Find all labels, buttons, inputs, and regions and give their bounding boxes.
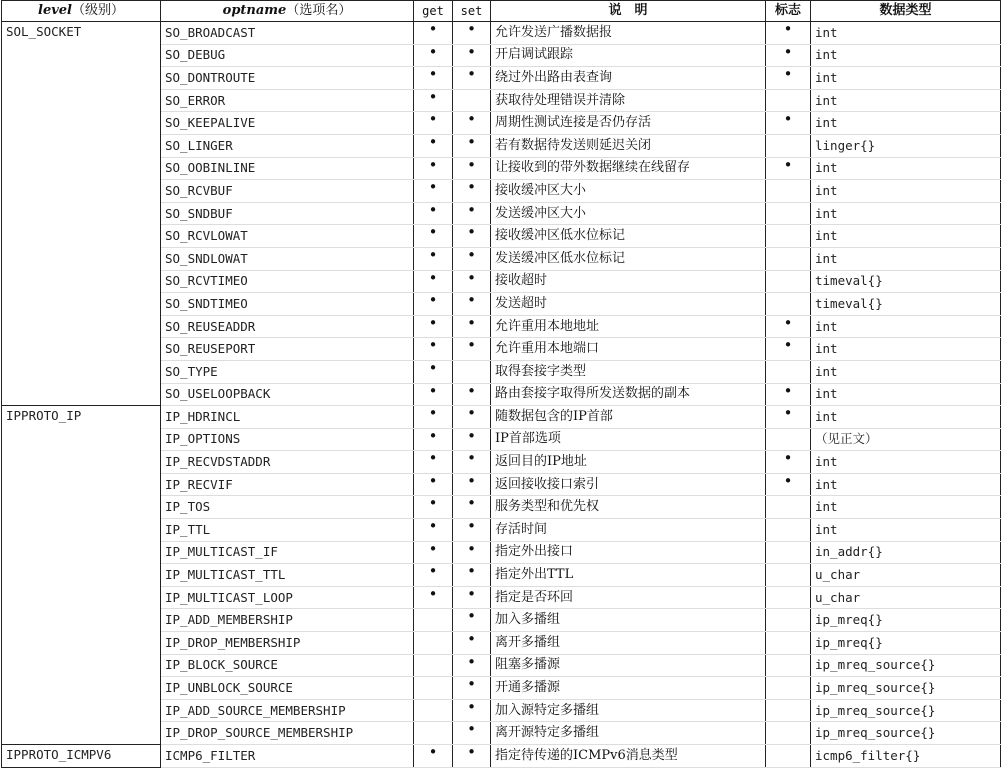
- set-mark-cell: •: [453, 496, 491, 519]
- flag-mark-cell: [766, 745, 811, 768]
- flag-mark-cell: •: [766, 315, 811, 338]
- set-mark-cell: •: [453, 632, 491, 655]
- data-type-cell: int: [811, 315, 1001, 338]
- optname-cell: IP_MULTICAST_IF: [161, 541, 414, 564]
- set-mark-cell: •: [453, 677, 491, 700]
- description-cell: 返回接收接口索引: [491, 473, 766, 496]
- data-type-cell: ip_mreq_source{}: [811, 722, 1001, 745]
- get-mark-cell: •: [414, 89, 453, 112]
- get-mark-cell: [414, 632, 453, 655]
- description-cell: 服务类型和优先权: [491, 496, 766, 519]
- set-mark-cell: •: [453, 519, 491, 542]
- flag-mark-cell: [766, 247, 811, 270]
- get-mark-cell: •: [414, 338, 453, 361]
- optname-cell: IP_MULTICAST_TTL: [161, 564, 414, 587]
- optname-cell: IP_UNBLOCK_SOURCE: [161, 677, 414, 700]
- description-cell: 接收超时: [491, 270, 766, 293]
- set-mark-cell: •: [453, 699, 491, 722]
- get-mark-cell: •: [414, 564, 453, 587]
- set-mark-cell: •: [453, 609, 491, 632]
- set-mark-cell: •: [453, 247, 491, 270]
- get-mark-cell: •: [414, 247, 453, 270]
- data-type-cell: int: [811, 451, 1001, 474]
- data-type-cell: int: [811, 67, 1001, 90]
- data-type-cell: int: [811, 22, 1001, 45]
- data-type-cell: ip_mreq_source{}: [811, 654, 1001, 677]
- set-mark-cell: [453, 360, 491, 383]
- set-mark-cell: •: [453, 541, 491, 564]
- description-cell: 加入多播组: [491, 609, 766, 632]
- get-mark-cell: [414, 609, 453, 632]
- optname-cell: SO_OOBINLINE: [161, 157, 414, 180]
- optname-cell: SO_SNDTIMEO: [161, 293, 414, 316]
- description-cell: 开启调试跟踪: [491, 44, 766, 67]
- optname-cell: IP_OPTIONS: [161, 428, 414, 451]
- data-type-cell: int: [811, 225, 1001, 248]
- description-cell: 加入源特定多播组: [491, 699, 766, 722]
- description-cell: 绕过外出路由表查询: [491, 67, 766, 90]
- get-mark-cell: •: [414, 225, 453, 248]
- get-mark-cell: •: [414, 202, 453, 225]
- flag-mark-cell: [766, 609, 811, 632]
- set-mark-cell: •: [453, 22, 491, 45]
- data-type-cell: int: [811, 112, 1001, 135]
- get-mark-cell: •: [414, 67, 453, 90]
- flag-mark-cell: [766, 722, 811, 745]
- header-set: set: [453, 1, 491, 22]
- data-type-cell: ip_mreq_source{}: [811, 699, 1001, 722]
- description-cell: 阻塞多播源: [491, 654, 766, 677]
- optname-cell: SO_RCVBUF: [161, 180, 414, 203]
- flag-mark-cell: [766, 677, 811, 700]
- get-mark-cell: •: [414, 383, 453, 406]
- optname-cell: IP_DROP_SOURCE_MEMBERSHIP: [161, 722, 414, 745]
- header-row: [2, 1, 1001, 22]
- flag-mark-cell: •: [766, 157, 811, 180]
- optname-cell: SO_RCVLOWAT: [161, 225, 414, 248]
- data-type-cell: u_char: [811, 586, 1001, 609]
- get-mark-cell: •: [414, 44, 453, 67]
- get-mark-cell: •: [414, 360, 453, 383]
- flag-mark-cell: •: [766, 112, 811, 135]
- get-mark-cell: •: [414, 519, 453, 542]
- set-mark-cell: •: [453, 564, 491, 587]
- flag-mark-cell: •: [766, 44, 811, 67]
- optname-cell: SO_TYPE: [161, 360, 414, 383]
- flag-mark-cell: •: [766, 67, 811, 90]
- optname-cell: SO_RCVTIMEO: [161, 270, 414, 293]
- flag-mark-cell: [766, 270, 811, 293]
- flag-mark-cell: [766, 134, 811, 157]
- flag-mark-cell: [766, 632, 811, 655]
- set-mark-cell: •: [453, 180, 491, 203]
- optname-cell: ICMP6_FILTER: [161, 745, 414, 768]
- description-cell: 离开多播组: [491, 632, 766, 655]
- optname-cell: IP_ADD_MEMBERSHIP: [161, 609, 414, 632]
- set-mark-cell: •: [453, 654, 491, 677]
- set-mark-cell: •: [453, 338, 491, 361]
- description-cell: 指定待传递的ICMPv6消息类型: [491, 745, 766, 768]
- get-mark-cell: •: [414, 473, 453, 496]
- data-type-cell: linger{}: [811, 134, 1001, 157]
- data-type-cell: int: [811, 247, 1001, 270]
- flag-mark-cell: [766, 202, 811, 225]
- table-body: [2, 22, 1001, 768]
- optname-cell: IP_TOS: [161, 496, 414, 519]
- level-cell: IPPROTO_ICMPV6: [2, 745, 161, 768]
- flag-mark-cell: •: [766, 406, 811, 429]
- flag-mark-cell: [766, 360, 811, 383]
- header-optname: optname（选项名）: [161, 1, 414, 22]
- optname-cell: IP_HDRINCL: [161, 406, 414, 429]
- description-cell: 开通多播源: [491, 677, 766, 700]
- flag-mark-cell: •: [766, 473, 811, 496]
- description-cell: 指定外出接口: [491, 541, 766, 564]
- data-type-cell: int: [811, 202, 1001, 225]
- description-cell: 存活时间: [491, 519, 766, 542]
- set-mark-cell: •: [453, 293, 491, 316]
- optname-cell: SO_USELOOPBACK: [161, 383, 414, 406]
- optname-cell: IP_BLOCK_SOURCE: [161, 654, 414, 677]
- set-mark-cell: •: [453, 473, 491, 496]
- set-mark-cell: •: [453, 44, 491, 67]
- data-type-cell: int: [811, 157, 1001, 180]
- description-cell: 让接收到的带外数据继续在线留存: [491, 157, 766, 180]
- data-type-cell: （见正文）: [811, 428, 1001, 451]
- description-cell: 获取待处理错误并清除: [491, 89, 766, 112]
- get-mark-cell: •: [414, 541, 453, 564]
- data-type-cell: int: [811, 44, 1001, 67]
- set-mark-cell: •: [453, 406, 491, 429]
- flag-mark-cell: [766, 225, 811, 248]
- header-description: 说 明: [491, 1, 766, 22]
- flag-mark-cell: [766, 564, 811, 587]
- optname-cell: SO_DONTROUTE: [161, 67, 414, 90]
- optname-cell: SO_REUSEADDR: [161, 315, 414, 338]
- flag-mark-cell: [766, 428, 811, 451]
- flag-mark-cell: [766, 496, 811, 519]
- description-cell: 发送缓冲区低水位标记: [491, 247, 766, 270]
- data-type-cell: timeval{}: [811, 293, 1001, 316]
- data-type-cell: timeval{}: [811, 270, 1001, 293]
- description-cell: IP首部选项: [491, 428, 766, 451]
- description-cell: 指定是否环回: [491, 586, 766, 609]
- data-type-cell: icmp6_filter{}: [811, 745, 1001, 768]
- set-mark-cell: •: [453, 315, 491, 338]
- description-cell: 指定外出TTL: [491, 564, 766, 587]
- get-mark-cell: •: [414, 406, 453, 429]
- flag-mark-cell: [766, 654, 811, 677]
- data-type-cell: ip_mreq_source{}: [811, 677, 1001, 700]
- description-cell: 接收缓冲区低水位标记: [491, 225, 766, 248]
- flag-mark-cell: [766, 180, 811, 203]
- optname-cell: IP_ADD_SOURCE_MEMBERSHIP: [161, 699, 414, 722]
- description-cell: 随数据包含的IP首部: [491, 406, 766, 429]
- description-cell: 接收缓冲区大小: [491, 180, 766, 203]
- data-type-cell: ip_mreq{}: [811, 632, 1001, 655]
- table-row: [2, 406, 1001, 429]
- data-type-cell: in_addr{}: [811, 541, 1001, 564]
- data-type-cell: int: [811, 473, 1001, 496]
- description-cell: 允许重用本地地址: [491, 315, 766, 338]
- get-mark-cell: •: [414, 428, 453, 451]
- data-type-cell: int: [811, 360, 1001, 383]
- get-mark-cell: [414, 722, 453, 745]
- optname-cell: IP_DROP_MEMBERSHIP: [161, 632, 414, 655]
- get-mark-cell: •: [414, 157, 453, 180]
- get-mark-cell: [414, 654, 453, 677]
- get-mark-cell: •: [414, 180, 453, 203]
- description-cell: 离开源特定多播组: [491, 722, 766, 745]
- get-mark-cell: •: [414, 496, 453, 519]
- optname-cell: SO_LINGER: [161, 134, 414, 157]
- flag-mark-cell: •: [766, 451, 811, 474]
- optname-cell: SO_BROADCAST: [161, 22, 414, 45]
- data-type-cell: int: [811, 338, 1001, 361]
- get-mark-cell: •: [414, 293, 453, 316]
- set-mark-cell: •: [453, 225, 491, 248]
- optname-cell: SO_KEEPALIVE: [161, 112, 414, 135]
- data-type-cell: int: [811, 180, 1001, 203]
- set-mark-cell: •: [453, 202, 491, 225]
- header-level: level（级别）: [2, 1, 161, 22]
- get-mark-cell: •: [414, 22, 453, 45]
- set-mark-cell: [453, 89, 491, 112]
- level-cell: IPPROTO_IP: [2, 406, 161, 745]
- optname-cell: SO_ERROR: [161, 89, 414, 112]
- socket-options-table: [1, 0, 1001, 768]
- optname-cell: IP_RECVIF: [161, 473, 414, 496]
- flag-mark-cell: [766, 586, 811, 609]
- set-mark-cell: •: [453, 112, 491, 135]
- set-mark-cell: •: [453, 745, 491, 768]
- data-type-cell: int: [811, 496, 1001, 519]
- data-type-cell: int: [811, 89, 1001, 112]
- optname-cell: SO_SNDLOWAT: [161, 247, 414, 270]
- header-data-type: 数据类型: [811, 1, 1001, 22]
- optname-cell: IP_TTL: [161, 519, 414, 542]
- data-type-cell: ip_mreq{}: [811, 609, 1001, 632]
- set-mark-cell: •: [453, 67, 491, 90]
- optname-cell: SO_SNDBUF: [161, 202, 414, 225]
- set-mark-cell: •: [453, 134, 491, 157]
- get-mark-cell: •: [414, 586, 453, 609]
- level-cell: SOL_SOCKET: [2, 22, 161, 406]
- header-flag: 标志: [766, 1, 811, 22]
- description-cell: 发送超时: [491, 293, 766, 316]
- set-mark-cell: •: [453, 451, 491, 474]
- description-cell: 周期性测试连接是否仍存活: [491, 112, 766, 135]
- get-mark-cell: [414, 699, 453, 722]
- set-mark-cell: •: [453, 722, 491, 745]
- get-mark-cell: •: [414, 134, 453, 157]
- set-mark-cell: •: [453, 586, 491, 609]
- optname-cell: IP_MULTICAST_LOOP: [161, 586, 414, 609]
- optname-cell: SO_DEBUG: [161, 44, 414, 67]
- flag-mark-cell: [766, 699, 811, 722]
- description-cell: 路由套接字取得所发送数据的副本: [491, 383, 766, 406]
- description-cell: 允许重用本地端口: [491, 338, 766, 361]
- set-mark-cell: •: [453, 383, 491, 406]
- table-row: [2, 22, 1001, 45]
- get-mark-cell: •: [414, 315, 453, 338]
- data-type-cell: u_char: [811, 564, 1001, 587]
- header-get: get: [414, 1, 453, 22]
- set-mark-cell: •: [453, 428, 491, 451]
- description-cell: 取得套接字类型: [491, 360, 766, 383]
- flag-mark-cell: [766, 89, 811, 112]
- optname-cell: SO_REUSEPORT: [161, 338, 414, 361]
- get-mark-cell: [414, 677, 453, 700]
- data-type-cell: int: [811, 519, 1001, 542]
- data-type-cell: int: [811, 406, 1001, 429]
- description-cell: 返回目的IP地址: [491, 451, 766, 474]
- description-cell: 允许发送广播数据报: [491, 22, 766, 45]
- flag-mark-cell: •: [766, 22, 811, 45]
- get-mark-cell: •: [414, 745, 453, 768]
- flag-mark-cell: [766, 293, 811, 316]
- set-mark-cell: •: [453, 270, 491, 293]
- get-mark-cell: •: [414, 270, 453, 293]
- description-cell: 若有数据待发送则延迟关闭: [491, 134, 766, 157]
- get-mark-cell: •: [414, 112, 453, 135]
- get-mark-cell: •: [414, 451, 453, 474]
- data-type-cell: int: [811, 383, 1001, 406]
- table-row: [2, 745, 1001, 768]
- flag-mark-cell: •: [766, 383, 811, 406]
- flag-mark-cell: •: [766, 338, 811, 361]
- description-cell: 发送缓冲区大小: [491, 202, 766, 225]
- flag-mark-cell: [766, 541, 811, 564]
- flag-mark-cell: [766, 519, 811, 542]
- set-mark-cell: •: [453, 157, 491, 180]
- optname-cell: IP_RECVDSTADDR: [161, 451, 414, 474]
